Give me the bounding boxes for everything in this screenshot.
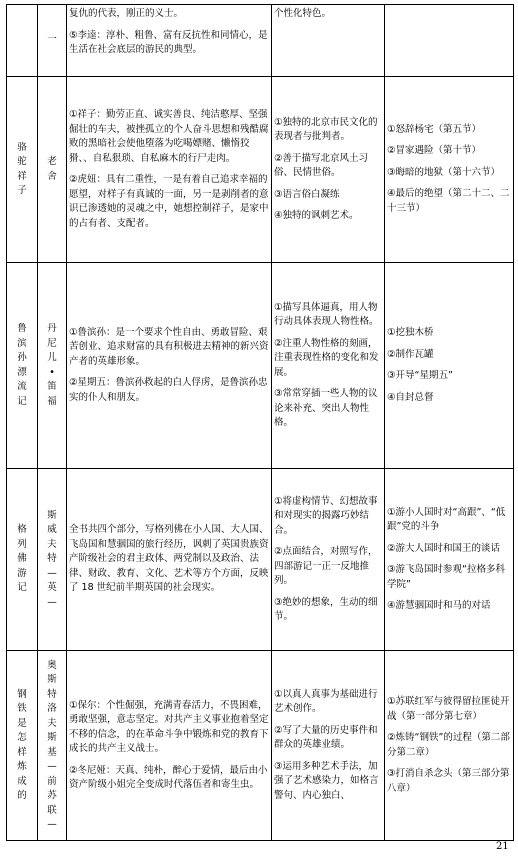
art-features-cell xyxy=(272,77,385,263)
episode-item: ④自封总督 xyxy=(387,391,434,403)
table-row xyxy=(7,469,514,651)
art-feature: 个性化特色。 xyxy=(274,8,332,19)
art-features-cell xyxy=(272,5,385,77)
author-cell xyxy=(38,469,67,651)
episode-item: ②制作瓦罐 xyxy=(387,348,434,360)
episodes-cell xyxy=(385,263,514,469)
art-feature: ①以真人真事为基础进行艺术创作。 xyxy=(274,688,378,715)
character-note: ①鲁滨孙：是一个要求个性自由、勇敢冒险、艰苦创业、追求财富的具有积极进去精神的新兴资产者的英雄形象。 xyxy=(69,326,269,367)
art-feature: ②点面结合，对照写作，四部游记一正一反地推列。 xyxy=(274,546,378,586)
episode-item: ④游慧骃国时和马的对话 xyxy=(387,600,491,611)
episode-item: ①苏联红军与彼得留拉匪徒开战（第一部分第七章） xyxy=(387,696,510,722)
characters-cell xyxy=(67,263,272,469)
episode-item: ②游大人国时和国王的谈话 xyxy=(387,542,501,554)
table-row xyxy=(7,263,514,469)
episode-item: ③游飞岛国时参观“拉格多科学院” xyxy=(387,564,505,590)
art-features-cell xyxy=(272,651,385,841)
book-title: 格 列 佛 游 记 xyxy=(17,524,27,594)
art-features-cell xyxy=(272,263,385,469)
art-feature: ③语言俗白凝练 xyxy=(274,188,340,200)
characters-cell xyxy=(67,5,272,77)
character-note: ②星期五：鲁滨孙救起的白人俘虏，是鲁滨孙忠实的仆人和朋友。 xyxy=(69,377,268,403)
author-cell xyxy=(38,77,67,263)
art-feature: ①描写具体逼真，用人物行动具体表现人物性格。 xyxy=(274,301,379,327)
author-name: 丹 尼 儿 • 笛 福 xyxy=(47,323,57,407)
episode-item: ②炼铸“钢铁”的过程（第二部分第二章） xyxy=(387,732,510,758)
author-cell xyxy=(38,5,67,77)
book-title-cell xyxy=(7,5,38,77)
author-name: 老 舍 xyxy=(47,156,57,182)
literature-table xyxy=(6,4,514,841)
character-note: ①祥子：勤劳正直、诚实善良、纯洁憨厚、坚强倔壮的车夫，被挫孤立的个人奋斗思想和残酷腐败的黑暗社会使他堕落为吃喝嫖赌、懒惰狡猾、、自私狠琐、自私麻木的行尸走肉。 xyxy=(69,109,269,164)
character-note: 全书共四个部分，写格列佛在小人国、大人国、飞岛国和慧骃国的旅行经历，讽刺了英国贵族资产阶级社会的君主政体、两党制以及政治、法律、财政、教育、文化、艺术等方个方面，反映了 18 世纪前半期英国的社会现实。 xyxy=(69,524,269,594)
episodes-cell xyxy=(385,651,514,841)
art-feature: ④独特的讽刺艺术。 xyxy=(274,210,359,221)
episode-item: ③开导“星期五” xyxy=(387,370,453,381)
book-title: 鲁 滨 孙 漂 流 记 xyxy=(17,323,27,407)
art-feature: ②写了大量的历史事件和群众的英雄业绩。 xyxy=(274,724,378,751)
art-features-cell xyxy=(272,469,385,651)
book-title: 骆 驼 祥 子 xyxy=(17,141,27,196)
episode-item: ①怒辞杨宅（第五节） xyxy=(387,123,482,135)
characters-cell xyxy=(67,77,272,263)
art-feature: ①将虚构情节、幻想故事和对现实的揭露巧妙结合。 xyxy=(274,495,378,536)
author-cell xyxy=(38,651,67,841)
episode-item: ①游小人国时对“高跟”、“低跟”党的斗争 xyxy=(387,506,506,532)
book-title-cell xyxy=(7,651,38,841)
art-feature: ②善于描写北京风土习俗、民情世俗。 xyxy=(274,152,369,178)
author-name: 一 xyxy=(47,34,57,46)
episode-item: ①挖独木桥 xyxy=(387,327,434,338)
author-name: 奥 斯 特 洛 夫 斯 基 — 前 苏 联 — xyxy=(47,659,57,830)
characters-cell xyxy=(67,469,272,651)
author-name: 斯 威 夫 特 — 英 — xyxy=(47,509,57,608)
episode-item: ④最后的绝望（第二十二、二十三节） xyxy=(387,188,510,214)
table-row xyxy=(7,651,514,841)
character-note: ②冬尼娅：天真、纯朴，醉心于爱情，最后由小资产阶级小姐完全变成时代落伍者和寄生虫。 xyxy=(69,764,268,790)
episode-item: ③晦暗的地狱（第十六节） xyxy=(387,166,501,178)
episodes-cell xyxy=(385,469,514,651)
character-note: ①保尔：个性倔强，充满青春活力，不畏困难，勇敢坚强，意志坚定。对共产主义事业抱着坚定不移的信念，的在革命斗争中锻炼和党的教育下成长的共产主义战士。 xyxy=(69,699,269,754)
episode-item: ②冒家遇险（第十节） xyxy=(387,145,482,157)
author-cell xyxy=(38,263,67,469)
book-title-cell xyxy=(7,263,38,469)
book-title: 钢 铁 是 怎 样 炼 成 的 xyxy=(17,688,27,801)
book-title-cell xyxy=(7,77,38,263)
art-feature: ③绝妙的想象，生动的细节。 xyxy=(274,596,378,622)
art-feature: ②注重人物性格的刻画，注重表现性格的变化和发展。 xyxy=(274,337,379,378)
episodes-cell xyxy=(385,5,514,77)
art-feature: ③运用多种艺术手法，加强了艺术感染力，如格言警句、内心独白、 xyxy=(274,760,379,801)
characters-cell xyxy=(67,651,272,841)
character-note: 复仇的代表，刚正的义士。 xyxy=(69,8,184,19)
table-row xyxy=(7,77,514,263)
page-number: 21 xyxy=(496,841,509,852)
episodes-cell xyxy=(385,77,514,263)
character-note: ②虎妞：具有二重性，一是有着自己追求幸福的愿望，对样子有真诚的一面，另一是剥削者的意识已渗透她的灵魂之中，她想控制祥子，是家中的占有者、支配者。 xyxy=(69,174,269,229)
art-feature: ③常常穿插一些人物的议论来补充、突出人物性格。 xyxy=(274,388,378,428)
table-row xyxy=(7,5,514,77)
book-title-cell xyxy=(7,469,38,651)
art-feature: ①独特的北京市民文化的表现者与批判者。 xyxy=(274,116,378,142)
character-note: ⑤李逵：淳朴、粗鲁、富有反抗性和同情心，是生活在社会底层的游民的典型。 xyxy=(69,29,268,55)
episode-item: ③打消自杀念头（第三部分第八章） xyxy=(387,768,510,794)
